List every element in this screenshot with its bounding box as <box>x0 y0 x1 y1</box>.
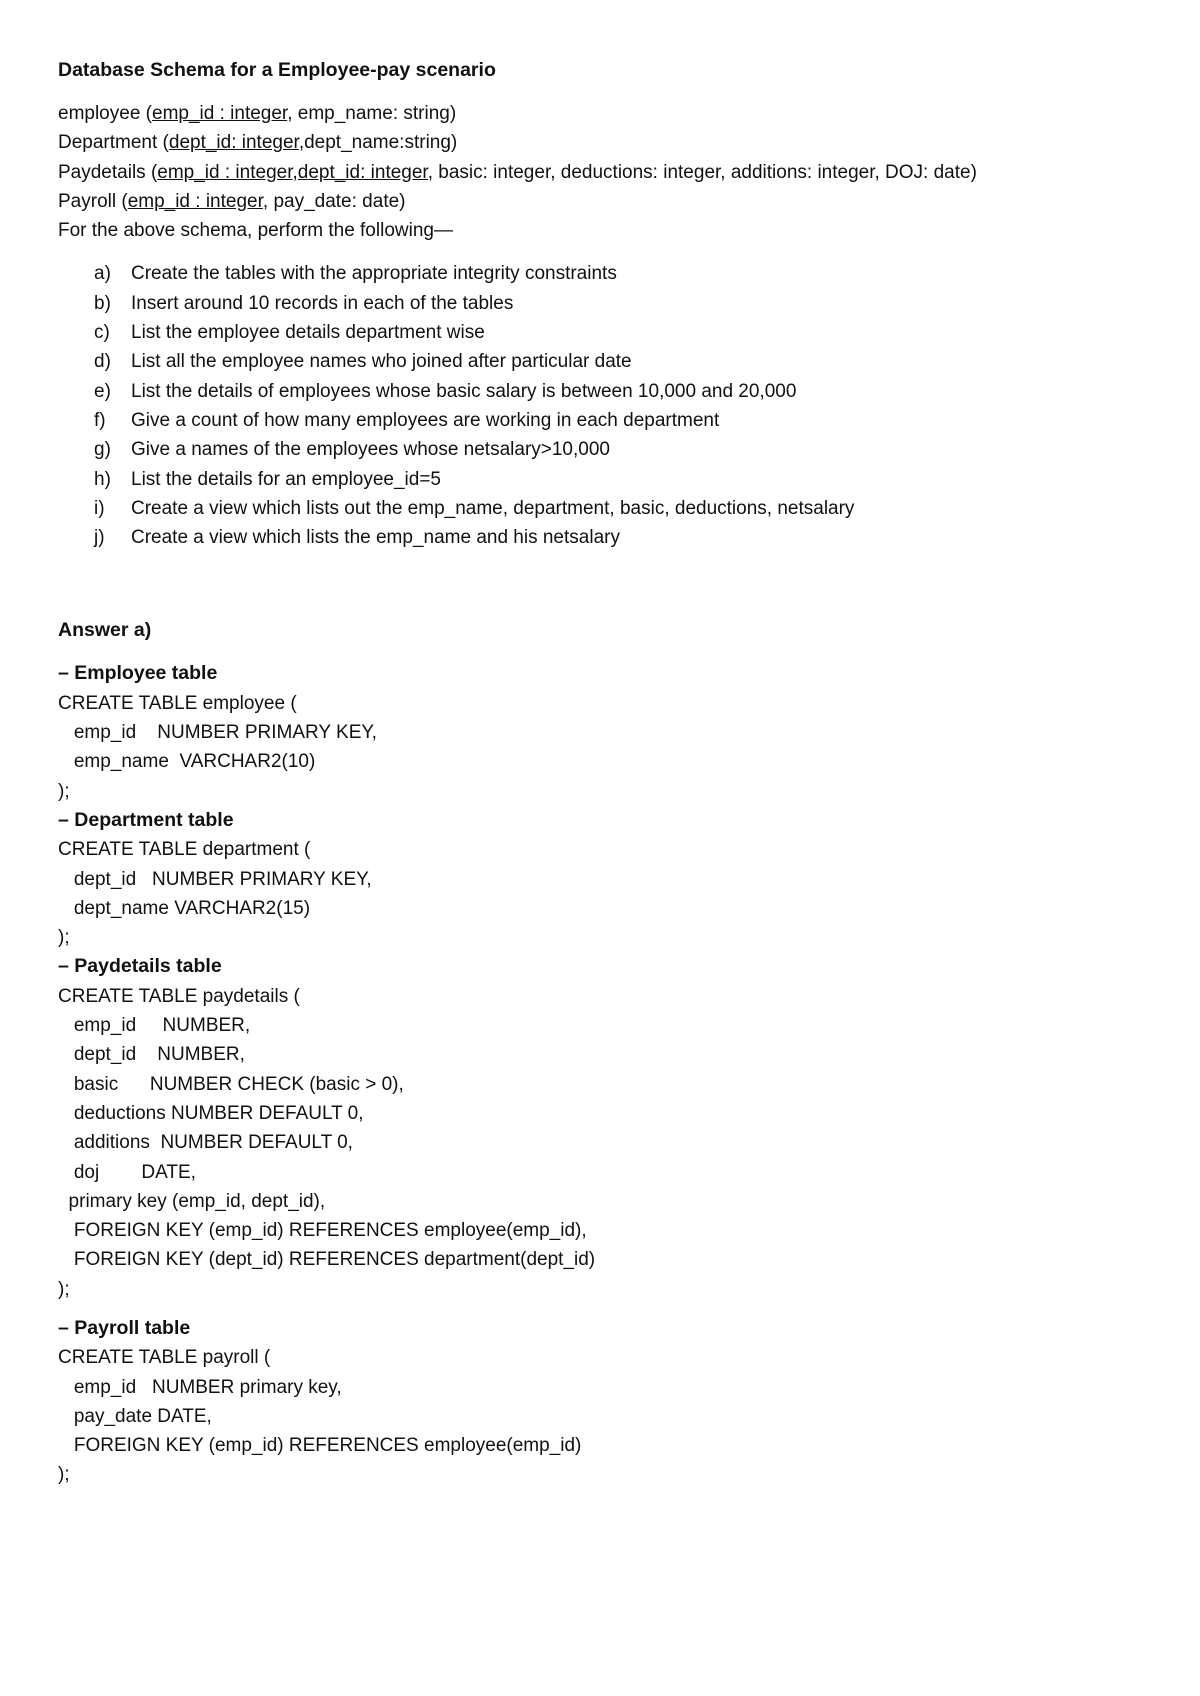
list-item-text: Give a names of the employees whose netsalary>10,000 <box>131 439 610 461</box>
code-line: emp_id NUMBER PRIMARY KEY, <box>58 722 377 744</box>
code-line: dept_name VARCHAR2(15) <box>58 897 311 919</box>
schema-employee <box>58 99 1158 128</box>
list-item <box>58 406 1158 435</box>
list-marker: f) <box>94 409 106 431</box>
code-line: FOREIGN KEY (emp_id) REFERENCES employee(emp_id), <box>58 1220 587 1242</box>
list-item-text: Give a count of how many employees are working in each department <box>131 409 720 431</box>
document-title: Database Schema for a Employee-pay scenario <box>58 59 496 81</box>
schema-key: emp_id : integer <box>127 190 263 212</box>
task-list <box>58 259 1158 552</box>
code-line: doj DATE, <box>58 1161 196 1183</box>
schema-rest: basic: integer, deductions: integer, additions: integer, DOJ: date) <box>432 161 977 183</box>
code-line: ); <box>58 1464 70 1486</box>
list-item <box>58 259 1158 288</box>
list-item <box>58 523 1158 552</box>
list-marker: b) <box>94 292 111 314</box>
code-line: dept_id NUMBER PRIMARY KEY, <box>58 868 372 890</box>
schema-key: emp_id : integer <box>152 103 288 124</box>
document-page <box>58 56 1158 1490</box>
list-item <box>58 347 1158 376</box>
list-item-text: Create a view which lists the emp_name and his netsalary <box>131 527 620 549</box>
schema-rest: ,dept_name:string) <box>298 132 458 154</box>
code-line: CREATE TABLE department ( <box>58 839 311 861</box>
code-line: deductions NUMBER DEFAULT 0, <box>58 1102 364 1124</box>
schema-prefix: Paydetails ( <box>58 161 158 183</box>
code-line: dept_id NUMBER, <box>58 1044 245 1066</box>
code-line: emp_name VARCHAR2(10) <box>58 751 316 773</box>
list-item <box>58 494 1158 523</box>
schema-paydetails <box>58 158 1158 187</box>
list-item <box>58 435 1158 464</box>
schema-prefix: Department ( <box>58 132 169 154</box>
list-item <box>58 318 1158 347</box>
list-item-text: Create the tables with the appropriate integrity constraints <box>131 263 617 285</box>
list-item <box>58 377 1158 406</box>
code-line: FOREIGN KEY (dept_id) REFERENCES department(dept_id) <box>58 1249 596 1271</box>
code-line: pay_date DATE, <box>58 1405 212 1427</box>
code-line: ); <box>58 927 70 949</box>
list-item <box>58 465 1158 494</box>
schema-rest: , pay_date: date) <box>262 190 406 212</box>
list-item <box>58 289 1158 318</box>
section-heading: – Payroll table <box>58 1316 191 1339</box>
code-line: CREATE TABLE employee ( <box>58 692 297 714</box>
schema-rest: , emp_name: string) <box>287 103 457 124</box>
schema-payroll <box>58 187 1158 216</box>
schema-prefix: Payroll ( <box>58 190 128 212</box>
list-marker: c) <box>94 322 110 344</box>
code-line: emp_id NUMBER, <box>58 1015 251 1037</box>
list-marker: a) <box>94 263 111 285</box>
code-line: ); <box>58 780 70 802</box>
code-line: ); <box>58 1278 70 1300</box>
employee-table-section <box>58 659 1158 805</box>
schema-department <box>58 128 1158 157</box>
list-item-text: List the employee details department wise <box>131 322 485 344</box>
code-line: emp_id NUMBER primary key, <box>58 1376 342 1398</box>
list-marker: g) <box>94 439 111 461</box>
list-item-text: List the details for an employee_id=5 <box>131 468 442 490</box>
code-line: FOREIGN KEY (emp_id) REFERENCES employee(emp_id) <box>58 1435 582 1457</box>
list-marker: j) <box>94 527 105 549</box>
code-line: additions NUMBER DEFAULT 0, <box>58 1132 353 1154</box>
section-heading: – Employee table <box>58 662 218 685</box>
answer-heading: Answer a) <box>58 619 152 642</box>
list-item-text: List all the employee names who joined after particular date <box>131 351 632 373</box>
department-table-section <box>58 806 1158 952</box>
list-item-text: Insert around 10 records in each of the tables <box>131 292 514 314</box>
paydetails-table-section <box>58 952 1158 1304</box>
intro-text: For the above schema, perform the following— <box>58 220 453 242</box>
list-marker: d) <box>94 351 111 373</box>
list-marker: i) <box>94 497 105 519</box>
code-line: primary key (emp_id, dept_id), <box>58 1190 326 1212</box>
list-item-text: List the details of employees whose basic salary is between 10,000 and 20,000 <box>131 380 797 402</box>
spacer <box>58 1304 1158 1314</box>
schema-key: emp_id : integer,dept_id: integer, <box>157 161 433 183</box>
list-marker: e) <box>94 380 111 402</box>
section-heading: – Paydetails table <box>58 955 222 978</box>
schema-key: dept_id: integer <box>168 132 299 154</box>
code-line: basic NUMBER CHECK (basic > 0), <box>58 1073 404 1095</box>
code-line: CREATE TABLE payroll ( <box>58 1347 271 1369</box>
list-item-text: Create a view which lists out the emp_name, department, basic, deductions, netsalary <box>131 497 855 519</box>
schema-prefix: employee ( <box>58 103 152 124</box>
section-heading: – Department table <box>58 808 234 831</box>
payroll-table-section <box>58 1314 1158 1490</box>
list-marker: h) <box>94 468 111 490</box>
code-line: CREATE TABLE paydetails ( <box>58 985 300 1007</box>
